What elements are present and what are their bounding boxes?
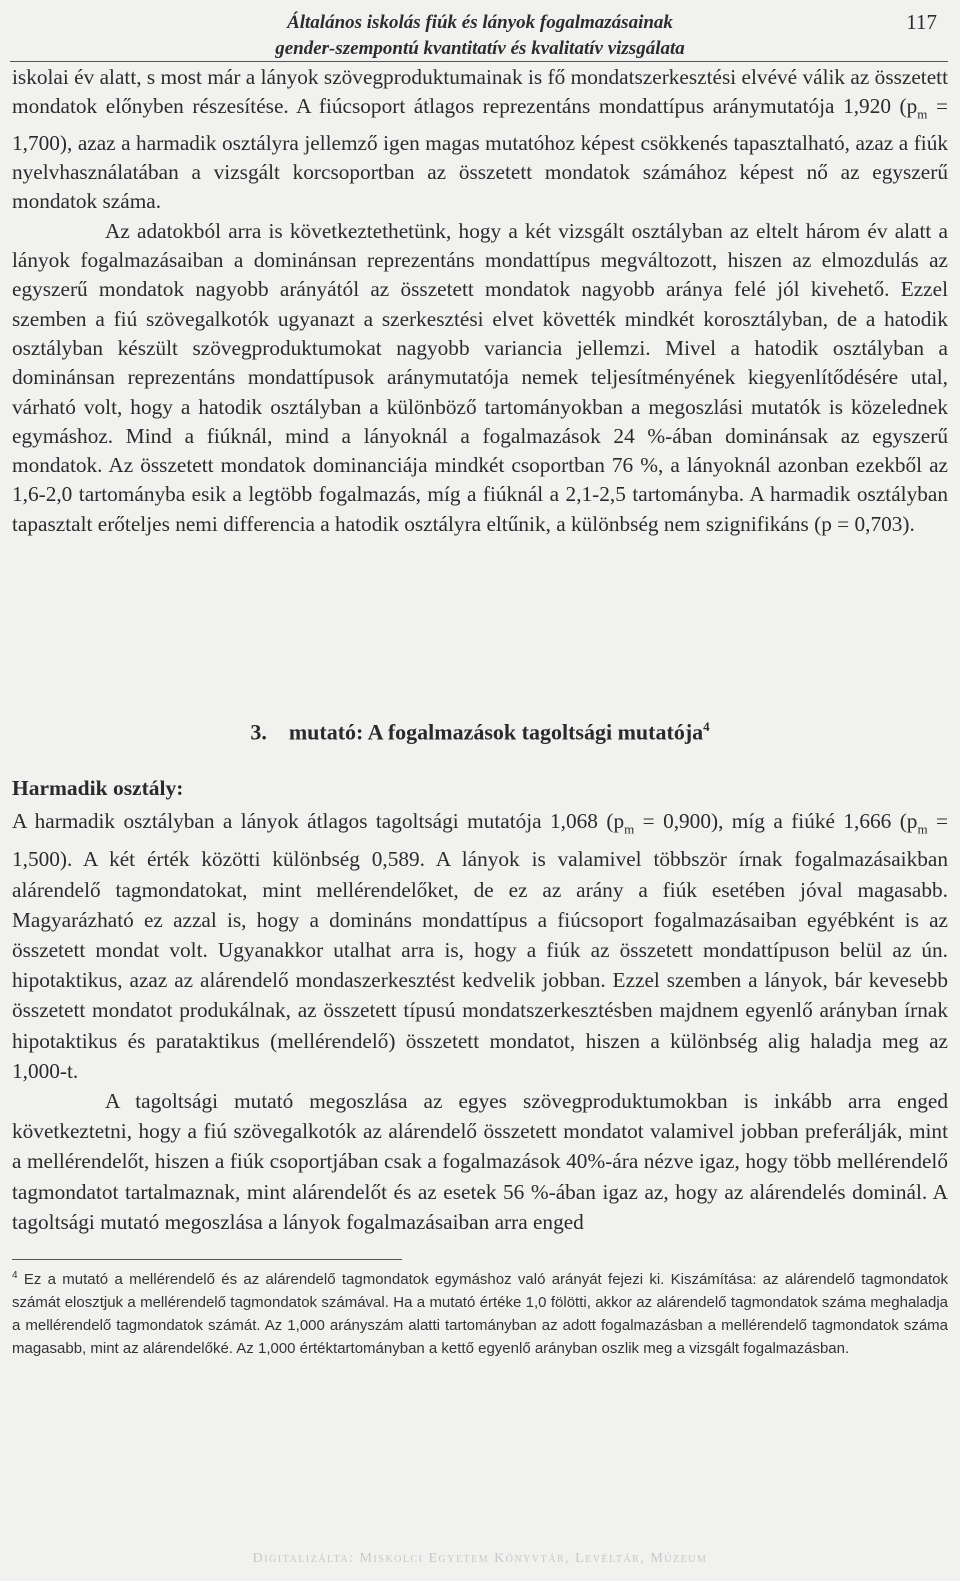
running-head-line1: Általános iskolás fiúk és lányok fogalmazásainak — [287, 12, 673, 33]
footnote-reference: 4 — [703, 719, 710, 734]
footnote-rule — [12, 1259, 402, 1260]
section-heading — [12, 719, 948, 745]
subheading-third-grade: Harmadik osztály: — [12, 776, 184, 800]
paragraph-2: Az adatokból arra is következtethetünk, hogy a két vizsgált osztályban az eltelt három év alatt a lányok fogalmazásaiban a dominánsan reprezentáns mondattípus megváltozott, hiszen az elmozdulás az egyszerű mondatok nagyobb arányától az összetett mondatok nagyobb aránya felé jól kivehető. Ezzel szemben a fiú szövegalkotók ugyanazt a szerkesztési elvet követték mindkét korosztályban, de a hatodik osztályban készült szövegproduktumokat nagyobb variancia jellemzi. Mivel a hatodik osztályban a dominánsan reprezentáns mondattípusok aránymutatója nemek teljesítményének kiegyenlítődésére utal, várható volt, hogy a hatodik osztályban a különböző tartományokban a megoszlási mutatók is közelednek egymáshoz. Mind a fiúknál, mind a lányoknál a fogalmazások 24 %-ában dominánsak az egyszerű mondatok. Az összetett mondatok dominanciája mindkét csoportban 76 %, a lányoknál azonban ezekből az 1,6-2,0 tartományba esik a legtöbb fogalmazás, míg a fiúknál a 2,1-2,5 tartományba. A harmadik osztályban tapasztalt erőteljes nemi differencia a hatodik osztályra eltűnik, a különbség nem szignifikáns (p = 0,703). — [12, 218, 948, 536]
paragraph-1: iskolai év alatt, s most már a lányok szövegproduktumainak is fő mondatszerkesztési elvévé válik az összetett mondatok előnyben részesítése. A fiúcsoport átlagos reprezentáns mondattípus aránymutatója 1,920 $(p_m = 1,700)$, azaz a harmadik osztályra jellemző igen magas mutatóhoz képest csökkenés tapasztalható, azaz a fiúk nyelvhasználatában a vizsgált korcsoportban az összetett mondatok számához képest nő az egyszerű mondatok száma. — [12, 65, 948, 214]
digitization-watermark: Digitalizálta: Miskolci Egyetem Könyvtár, Levéltár, Múzeum — [252, 1551, 708, 1566]
body-text-top — [12, 63, 948, 539]
footnote-text: Ez a mutató a mellérendelő és az alárendelő tagmondatok egymáshoz való arányát fejezi ki. Kiszámítása: az alárendelő tagmondatok számát elosztjuk a mellérendelő tagmondatok számával. Ha a mutató értéke 1,0 fölötti, akkor az alárendelő tagmondatok száma meghaladja a mellérendelő tagmondatok számát. Az 1,000 arányszám alatti tartományban az adott fogalmazásban a mellérendelő tagmondatok száma magasabb, mint az alárendelőké. Az 1,000 értéktartományban a kettő egyenlő arányban oszlik meg a vizsgált fogalmazásban. — [12, 1271, 948, 1357]
running-head-line2: gender-szempontú kvantitatív és kvalitatív vizsgálata — [275, 38, 685, 59]
body-text-bottom — [12, 806, 948, 1237]
header-rule — [10, 61, 948, 62]
section-number: 3. — [250, 719, 267, 745]
footnote — [12, 1264, 948, 1360]
paragraph-4: A tagoltsági mutató megoszlása az egyes szövegproduktumokban is inkább arra enged következtetni, hogy a fiú szövegalkotók az alárendelő összetett mondatot valamivel jobban preferálják, mint a mellérendelőt, hiszen a fiúk csoportjában csak a fogalmazások 40%-ára nézve igaz, hogy több mellérendelő tagmondatot tartalmaznak, mint alárendelőt és az esetek 56 %-ában igaz az, hogy az alárendelés dominál. A tagoltsági mutató megoszlása a lányok fogalmazásaiban arra enged — [12, 1089, 948, 1234]
running-head — [180, 10, 780, 62]
section-title: mutató: A fogalmazások tagoltsági mutatója — [288, 719, 704, 745]
footnote-marker: 4 — [12, 1270, 18, 1281]
page-number: 117 — [906, 10, 937, 34]
paragraph-3: A harmadik osztályban a lányok átlagos tagoltsági mutatója 1,068 $(p_m = 0,900)$, míg a fiúké 1,666 $(p_m = 1,500)$. A két érték közötti különbség 0,589. A lányok is valamivel többször írnak fogalmazásaikban alárendelő tagmondatokat, mint mellérendelőket, de ez az arány a fiúk esetében jóval magasabb. Magyarázható ez azzal is, hogy a domináns mondattípus a fiúcsoport fogalmazásaiban egyébként is az összetett mondat volt. Ugyanakkor utalhat arra is, hogy a fiúk az összetett mondattípuson belül az ún. hipotaktikus, azaz az alárendelő mondaszerkesztést kedvelik jobban. Ezzel szemben a lányok, bár kevesebb összetett mondatot produkálnak, az összetett típusú mondatszerkesztésben majdnem egyenlő arányban írnak hipotaktikus és parataktikus (mellérendelő) összetett mondatot, hiszen a különbség alig haladja meg az 1,000-t. — [12, 809, 948, 1083]
